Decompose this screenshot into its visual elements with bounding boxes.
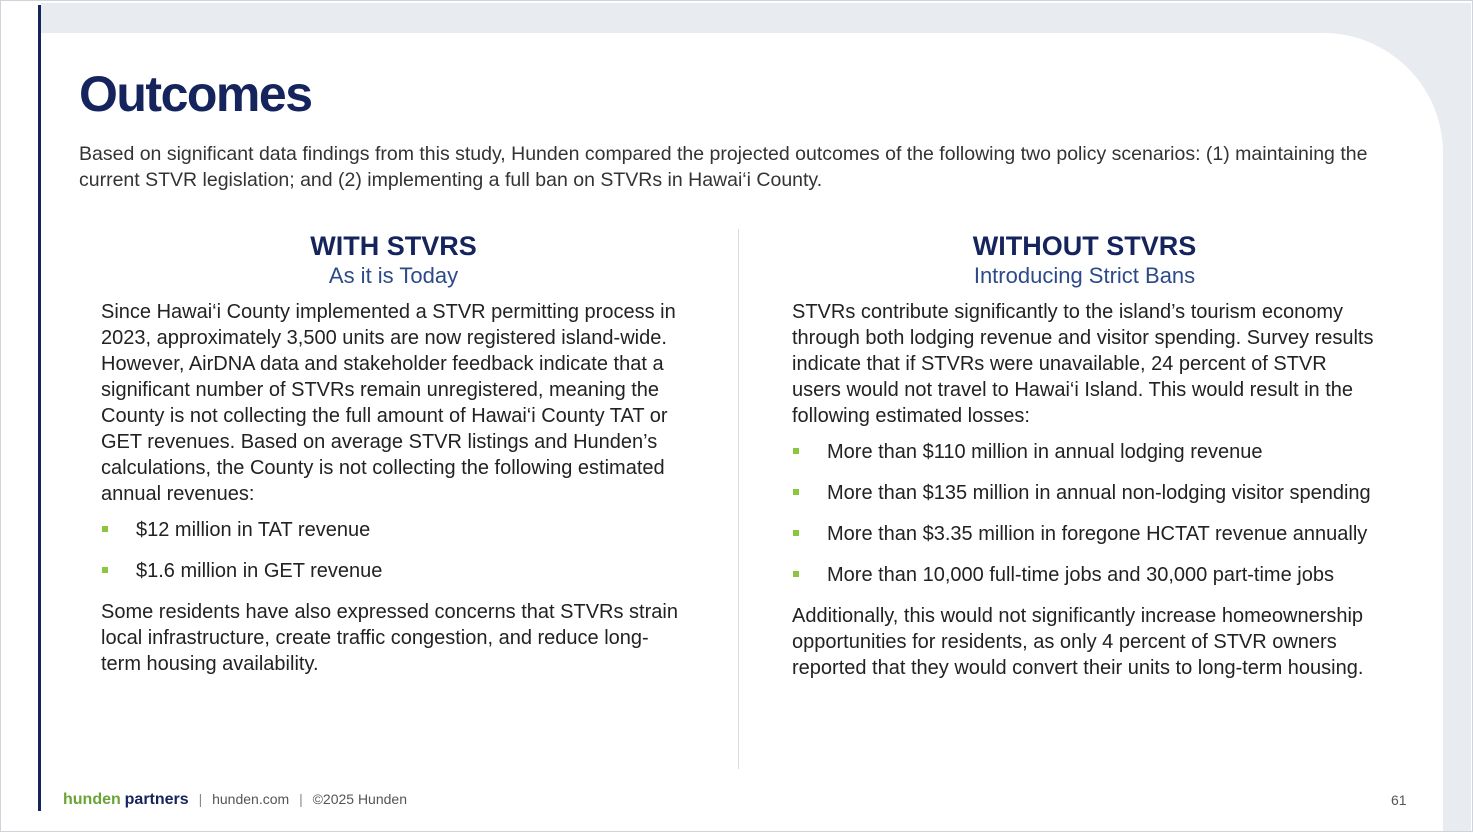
column-divider — [738, 229, 739, 769]
bullet-square-icon — [793, 489, 799, 495]
bullet-text: $12 million in TAT revenue — [136, 519, 371, 541]
without-stvrs-paragraph: STVRs contribute significantly to the island’s tourism economy through both lodging revenue and visitor spending. Survey results indicate that if STVRs were unavailable, 24 percent of STVR users would not travel to Hawai‘i Island. This would result in the following estimated losses: — [792, 301, 1374, 427]
bullet-text: $1.6 million in GET revenue — [136, 560, 383, 582]
bullet-square-icon — [793, 448, 799, 454]
bullet-text: More than $3.35 million in foregone HCTAT revenue annually — [827, 523, 1368, 545]
bullet-text: More than 10,000 full-time jobs and 30,000 part-time jobs — [827, 564, 1334, 586]
without-stvrs-column — [792, 229, 1377, 691]
bullet-text: More than $110 million in annual lodging revenue — [827, 441, 1263, 463]
without-stvrs-bullet-list — [792, 439, 1377, 588]
list-item — [792, 521, 1377, 547]
with-stvrs-bullet-list — [101, 517, 686, 584]
bullet-text: More than $135 million in annual non-lodging visitor spending — [827, 482, 1371, 504]
with-stvrs-column — [101, 229, 686, 687]
intro-paragraph: Based on significant data findings from this study, Hunden compared the projected outcomes of the following two policy scenarios: (1) maintaining the current STVR legislation; and (2) implementing a full ban on STVRs in Hawai‘i County. — [79, 143, 1368, 191]
brand-logo-partners: partners — [124, 791, 189, 808]
left-accent-rule — [38, 5, 41, 811]
bullet-square-icon — [102, 526, 108, 532]
without-stvrs-subheading: Introducing Strict Bans — [973, 263, 1196, 288]
footer-website-link[interactable]: hunden.com — [212, 791, 290, 807]
with-stvrs-subheading: As it is Today — [328, 263, 459, 288]
page-title: Outcomes — [79, 66, 312, 122]
list-item — [792, 562, 1377, 588]
bullet-square-icon — [793, 571, 799, 577]
list-item — [792, 480, 1377, 506]
footer-copyright: ©2025 Hunden — [312, 791, 407, 807]
list-item — [792, 439, 1377, 465]
without-stvrs-heading: WITHOUT STVRS — [972, 231, 1197, 261]
page-number: 61 — [1391, 792, 1407, 808]
without-stvrs-additional-paragraph: Additionally, this would not significantly increase homeownership opportunities for residents, as only 4 percent of STVR owners reported that they would convert their units to long-term housing. — [792, 605, 1364, 679]
list-item — [101, 517, 686, 543]
bullet-square-icon — [793, 530, 799, 536]
brand-logo-hunden: hunden — [63, 791, 121, 808]
list-item — [101, 558, 686, 584]
with-stvrs-concerns-paragraph: Some residents have also expressed concerns that STVRs strain local infrastructure, create traffic congestion, and reduce long-term housing availability. — [101, 601, 678, 675]
with-stvrs-heading: WITH STVRS — [310, 231, 477, 261]
footer — [63, 789, 407, 810]
with-stvrs-paragraph: Since Hawai‘i County implemented a STVR permitting process in 2023, approximately 3,500 units are now registered island-wide. However, AirDNA data and stakeholder feedback indicate that a significant number of STVRs remain unregistered, meaning the County is not collecting the full amount of Hawai‘i County TAT or GET revenues. Based on average STVR listings and Hunden’s calculations, the County is not collecting the following estimated annual revenues: — [101, 301, 676, 505]
footer-separator: | — [198, 791, 203, 807]
bullet-square-icon — [102, 567, 108, 573]
footer-separator: | — [299, 791, 303, 807]
